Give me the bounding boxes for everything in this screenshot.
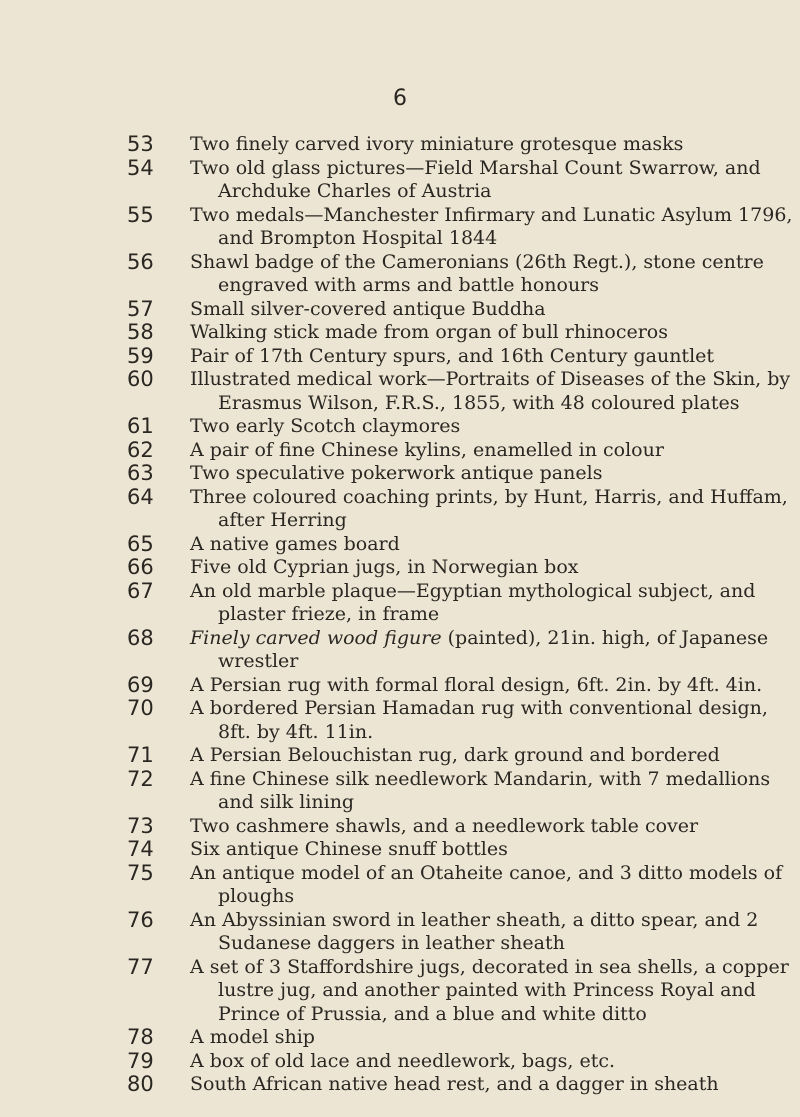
lot-description: South African native head rest, and a dagger in sheath	[190, 1073, 719, 1095]
lot-number: 67	[127, 578, 154, 603]
lot-number: 57	[127, 296, 154, 321]
lot-entry	[0, 815, 800, 839]
lot-number: 71	[127, 743, 154, 767]
lot-number: 72	[127, 766, 154, 791]
page-number: 6	[393, 86, 407, 111]
lot-description: Pair of 17th Century spurs, and 16th Century gauntlet	[190, 344, 715, 367]
lot-entry	[0, 439, 800, 463]
lot-description: An Abyssinian sword in leather sheath, a ditto spear, and 2 Sudanese daggers in leather sheath	[190, 908, 759, 954]
lot-number: 55	[127, 202, 154, 227]
lot-number: 65	[127, 531, 154, 556]
lot-entry	[0, 768, 800, 815]
lot-description: A pair of fine Chinese kylins, enamelled in colour	[190, 438, 664, 461]
lot-description: A box of old lace and needlework, bags, etc.	[190, 1049, 616, 1072]
lot-number: 73	[127, 813, 154, 838]
lot-description-italic: Finely carved wood figure	[190, 626, 442, 649]
lot-entry	[0, 956, 800, 1027]
lot-entry	[0, 251, 800, 298]
lot-number: 53	[127, 132, 154, 156]
lot-description: A native games board	[190, 532, 400, 555]
lot-number: 60	[127, 367, 154, 391]
lot-entry	[0, 204, 800, 251]
lot-number: 63	[127, 461, 154, 485]
lot-entry	[0, 1073, 800, 1097]
lot-description: Three coloured coaching prints, by Hunt, Harris, and Huffam, after Herring	[190, 485, 788, 531]
lot-description: Two medals—Manchester Infirmary and Lunatic Asylum 1796, and Brompton Hospital 1844	[190, 203, 793, 249]
lot-entry	[0, 838, 800, 862]
lot-number: 74	[127, 837, 154, 861]
lot-description: A fine Chinese silk needlework Mandarin, with 7 medallions and silk lining	[190, 767, 771, 813]
lot-description: Two old glass pictures—Field Marshal Count Swarrow, and Archduke Charles of Austria	[190, 156, 761, 202]
lot-number: 78	[127, 1025, 154, 1049]
lot-number: 54	[127, 155, 154, 180]
lot-description: An antique model of an Otaheite canoe, and 3 ditto models of ploughs	[190, 861, 783, 907]
lot-description: A Persian Belouchistan rug, dark ground and bordered	[190, 744, 720, 766]
lot-number: 80	[127, 1072, 154, 1096]
lot-description-rest: (painted), 21in. high, of Japanese wrestler	[218, 626, 769, 672]
lot-entry	[0, 462, 800, 486]
lot-description: Small silver-covered antique Buddha	[190, 297, 546, 320]
lot-description: A model ship	[190, 1026, 315, 1048]
lot-entry	[0, 415, 800, 439]
lot-entry	[0, 862, 800, 909]
lot-entry	[0, 627, 800, 674]
lot-entry	[0, 345, 800, 369]
lot-number: 58	[127, 320, 154, 344]
lot-entry	[0, 909, 800, 956]
lot-description: Shawl badge of the Cameronians (26th Regt.), stone centre engraved with arms and battle honours	[190, 250, 764, 296]
lot-entry	[0, 697, 800, 744]
lot-description: A set of 3 Staffordshire jugs, decorated in sea shells, a copper lustre jug, and another painted with Princess Royal and Prince of Prussia, and a blue and white ditto	[190, 955, 789, 1025]
lot-entry	[0, 744, 800, 768]
lot-list	[0, 133, 800, 1097]
lot-number: 61	[127, 414, 154, 438]
lot-description: Two finely carved ivory miniature grotesque masks	[190, 133, 684, 155]
lot-number: 64	[127, 484, 154, 509]
lot-entry	[0, 556, 800, 580]
lot-description: Two speculative pokerwork antique panels	[190, 462, 603, 484]
lot-entry	[0, 674, 800, 698]
lot-number: 56	[127, 249, 154, 274]
lot-entry	[0, 298, 800, 322]
lot-number: 69	[127, 672, 154, 697]
lot-description: Six antique Chinese snuff bottles	[190, 838, 508, 860]
lot-description: Walking stick made from organ of bull rhinoceros	[190, 321, 668, 343]
lot-entry	[0, 1026, 800, 1050]
lot-number: 68	[127, 625, 154, 650]
lot-number: 77	[127, 954, 154, 979]
lot-description: Illustrated medical work—Portraits of Diseases of the Skin, by Erasmus Wilson, F.R.S., 1855, with 48 coloured plates	[190, 368, 791, 414]
lot-number: 70	[127, 696, 154, 720]
lot-description: An old marble plaque—Egyptian mythological subject, and plaster frieze, in frame	[190, 579, 756, 625]
lot-entry	[0, 157, 800, 204]
lot-entry	[0, 533, 800, 557]
lot-description: A bordered Persian Hamadan rug with conventional design, 8ft. by 4ft. 11in.	[190, 697, 768, 743]
lot-number: 66	[127, 555, 154, 579]
lot-entry	[0, 133, 800, 157]
lot-description: Two early Scotch claymores	[190, 415, 461, 437]
lot-entry	[0, 580, 800, 627]
lot-entry	[0, 1050, 800, 1074]
lot-number: 79	[127, 1048, 154, 1073]
lot-entry	[0, 486, 800, 533]
lot-description: A Persian rug with formal floral design, 6ft. 2in. by 4ft. 4in.	[190, 673, 763, 696]
lot-entry	[0, 321, 800, 345]
lot-number: 62	[127, 437, 154, 462]
lot-number: 59	[127, 343, 154, 368]
lot-description: Two cashmere shawls, and a needlework table cover	[190, 814, 699, 837]
lot-description: Five old Cyprian jugs, in Norwegian box	[190, 556, 579, 578]
lot-number: 76	[127, 907, 154, 932]
lot-number: 75	[127, 860, 154, 885]
lot-entry	[0, 368, 800, 415]
lot-description	[190, 627, 800, 674]
